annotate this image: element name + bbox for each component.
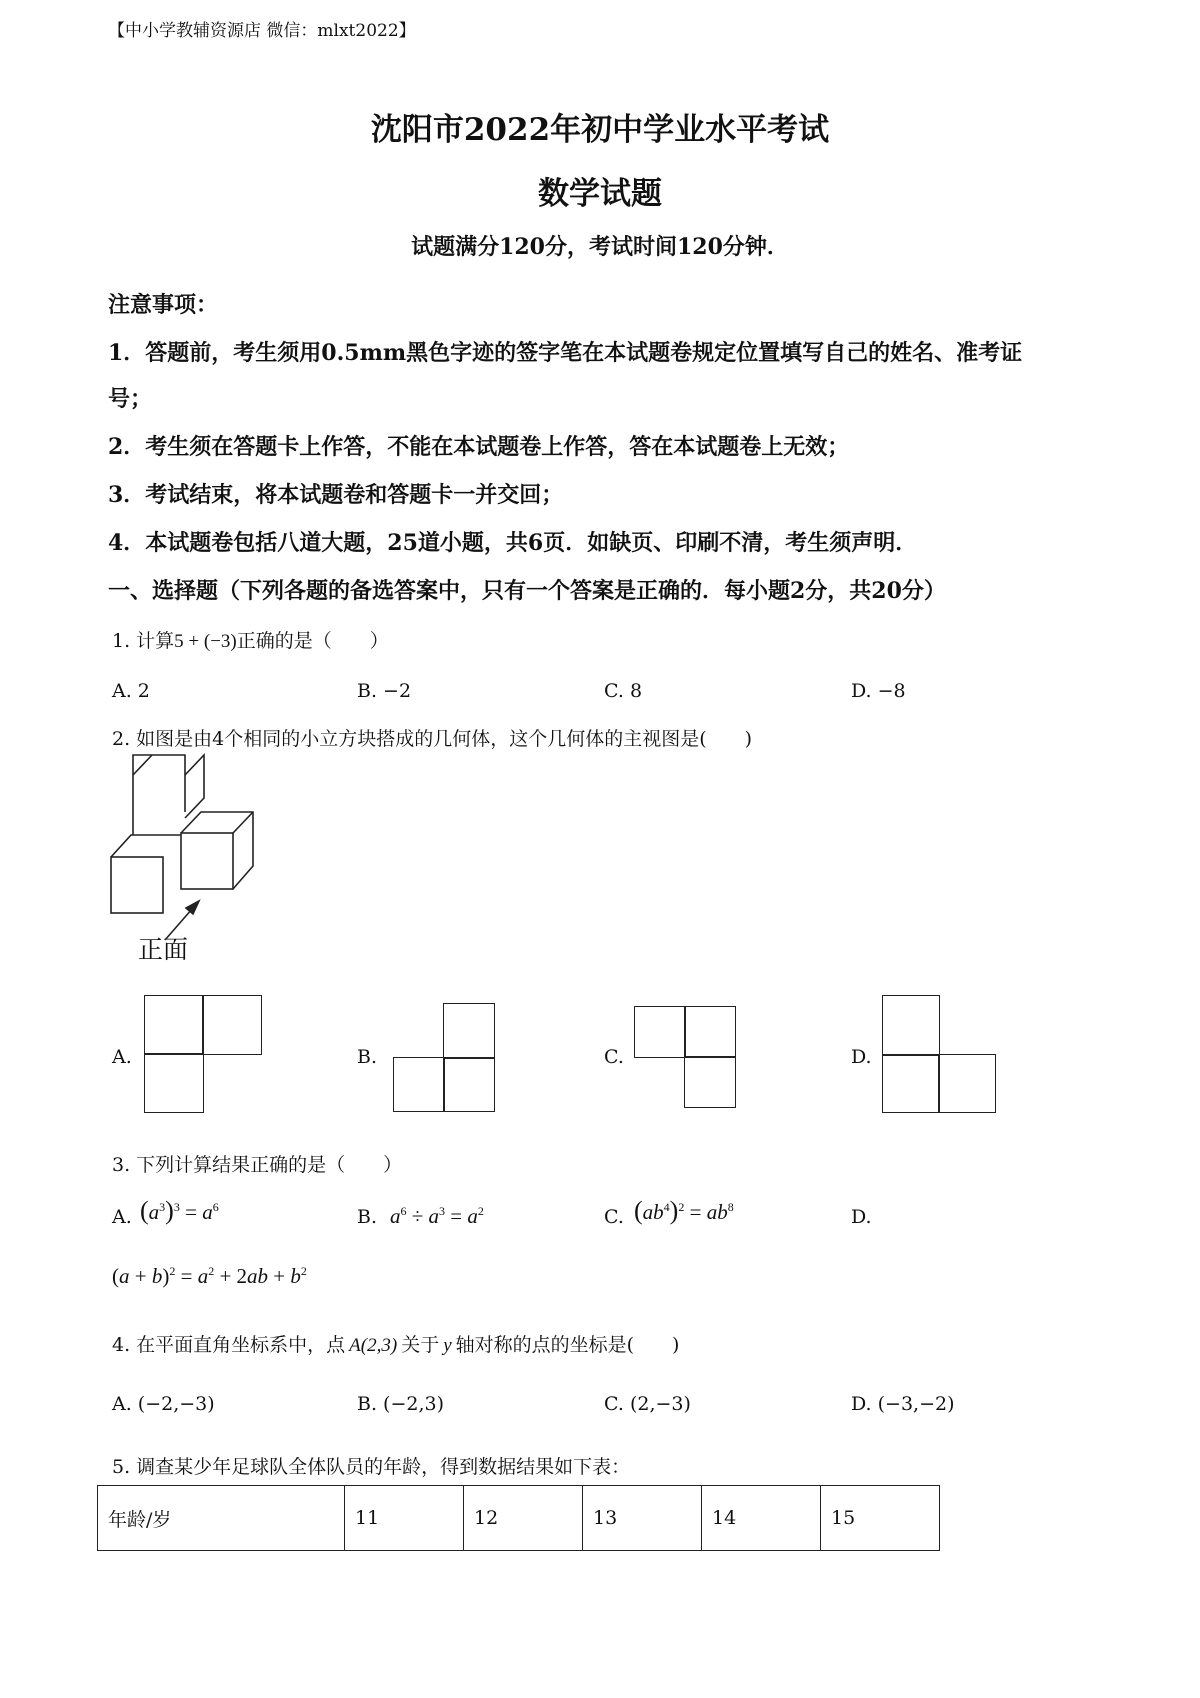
q3-option-d-expr: $(a + b)^2 = a^2 + 2ab + b^2$: [112, 1264, 307, 1288]
q3-option-c-label: C.: [604, 1206, 624, 1228]
question-5: 5. 调查某少年足球队全体队员的年龄，得到数据结果如下表：: [112, 1456, 631, 1478]
notice-item-3: 3．考试结束，将本试题卷和答题卡一并交回；: [108, 482, 564, 508]
q4-prefix: 4. 在平面直角坐标系中，点: [112, 1334, 346, 1356]
q3-option-a-expr: $(a^3)^3 = a^6$: [140, 1196, 219, 1225]
notice-heading: 注意事项：: [108, 292, 219, 318]
q1-option-d: D. −8: [851, 680, 906, 702]
q4-option-a: A. (−2,−3): [112, 1393, 215, 1415]
notice-item-1: 1．答题前，考生须用0.5mm黑色字迹的签字笔在本试题卷规定位置填写自己的姓名、准考证: [108, 340, 1023, 366]
table-cell: 12: [464, 1486, 583, 1551]
q1-option-b: B. −2: [357, 680, 412, 702]
table-cell: 14: [702, 1486, 821, 1551]
exam-info: 试题满分120分，考试时间120分钟．: [411, 234, 789, 260]
q4-option-b: B. (−2,3): [357, 1393, 445, 1415]
q2-option-d-label: D.: [851, 1046, 872, 1068]
q3-option-d-label: D.: [851, 1206, 872, 1228]
q4-axis: y: [443, 1335, 452, 1356]
q4-suffix: 轴对称的点的坐标是( ): [455, 1334, 680, 1356]
question-3: 3. 下列计算结果正确的是（ ）: [112, 1154, 403, 1176]
table-row-label: 年龄/岁: [98, 1486, 345, 1551]
table-cell: 15: [821, 1486, 940, 1551]
q2-option-c-label: C.: [604, 1046, 624, 1068]
q1-expression: 5 + (−3): [174, 631, 237, 652]
q3-option-a-label: A.: [112, 1206, 132, 1228]
table-cell: 13: [583, 1486, 702, 1551]
header-note: 【中小学教辅资源店 微信：mlxt2022】: [108, 21, 416, 41]
table-cell: 11: [345, 1486, 464, 1551]
q1-suffix: 正确的是（ ）: [236, 630, 389, 652]
question-4: [112, 1330, 679, 1357]
q4-middle: 关于: [401, 1334, 440, 1356]
page-subtitle: 数学试题: [538, 176, 662, 212]
q1-prefix: 1. 计算: [112, 630, 175, 652]
q1-option-a: A. 2: [112, 680, 150, 702]
question-2: 2. 如图是由4个相同的小立方块搭成的几何体，这个几何体的主视图是( ): [112, 728, 753, 750]
page-title: 沈阳市2022年初中学业水平考试: [370, 112, 830, 148]
front-label: 正面: [138, 935, 189, 964]
q3-option-b-expr: $a^6 \div a^3 = a^2$: [390, 1204, 484, 1228]
notice-item-2: 2．考生须在答题卡上作答，不能在本试题卷上作答，答在本试题卷上无效；: [108, 434, 850, 460]
q2-option-b-label: B.: [357, 1046, 378, 1068]
section-heading: 一、选择题（下列各题的备选答案中，只有一个答案是正确的．每小题2分，共20分）: [108, 578, 946, 604]
q3-option-c-expr: $(ab^4)^2 = ab^8$: [634, 1196, 734, 1225]
q4-option-d: D. (−3,−2): [851, 1393, 955, 1415]
q4-option-c: C. (2,−3): [604, 1393, 691, 1415]
q1-option-c: C. 8: [604, 680, 643, 702]
notice-item-4: 4．本试题卷包括八道大题，25道小题，共6页．如缺页、印刷不清，考生须声明．: [108, 530, 918, 556]
table-row: [98, 1486, 940, 1551]
age-table: [97, 1485, 940, 1551]
q3-option-b-label: B.: [357, 1206, 378, 1228]
q2-option-a-label: A.: [112, 1046, 132, 1068]
question-1: [112, 626, 389, 653]
q4-point: A(2,3): [349, 1335, 398, 1356]
notice-item-1-cont: 号；: [108, 386, 153, 412]
